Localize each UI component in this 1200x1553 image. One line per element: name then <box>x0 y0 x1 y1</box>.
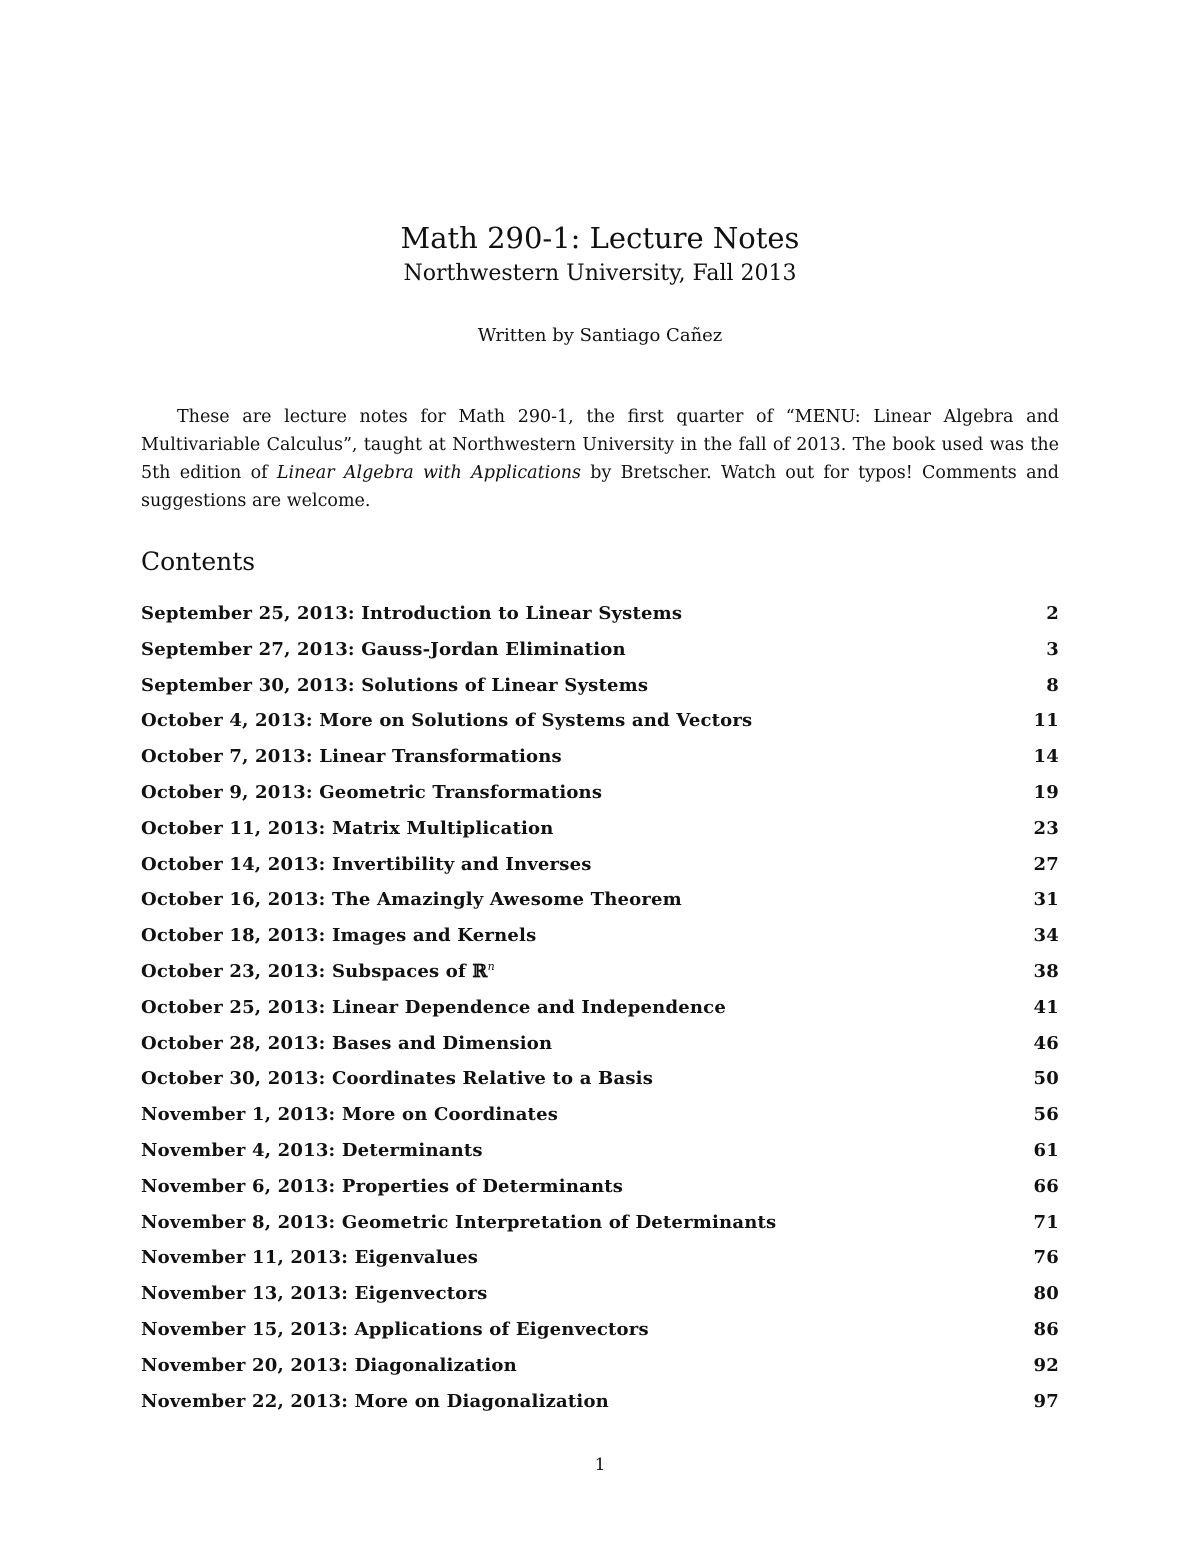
toc-entry-page: 46 <box>1033 1032 1059 1054</box>
toc-entry-title: October 28, 2013: Bases and Dimension <box>141 1032 553 1054</box>
document-title: Math 290-1: Lecture Notes <box>400 221 800 255</box>
toc-entry[interactable] <box>141 1169 1059 1205</box>
toc-entry-title: October 23, 2013: Subspaces of ℝ <box>141 960 488 982</box>
toc-entry[interactable] <box>141 775 1059 811</box>
document-subtitle: Northwestern University, Fall 2013 <box>403 261 797 286</box>
toc-entry-title: November 8, 2013: Geometric Interpretation of Determinants <box>141 1211 777 1233</box>
toc-entry[interactable] <box>141 632 1059 668</box>
toc-entry[interactable] <box>141 668 1059 704</box>
toc-entry-page: 14 <box>1033 746 1059 768</box>
toc-entry-page: 80 <box>1033 1283 1059 1305</box>
toc-entry-title: November 11, 2013: Eigenvalues <box>141 1247 479 1269</box>
abstract-text-part2: by Bretscher. Watch out for typos! Comments and suggestions are welcome. <box>141 463 1059 511</box>
toc-entry-title: November 4, 2013: Determinants <box>141 1139 483 1161</box>
toc-entry[interactable] <box>141 1205 1059 1241</box>
toc-entry[interactable] <box>141 847 1059 883</box>
contents-heading: Contents <box>141 547 256 576</box>
toc-entry-title: September 25, 2013: Introduction to Linear Systems <box>141 603 683 624</box>
toc-entry-title-superscript: n <box>487 959 495 973</box>
toc-entry-page: 38 <box>1033 960 1059 982</box>
toc-entry[interactable] <box>141 954 1059 990</box>
toc-entry-page: 41 <box>1033 996 1059 1018</box>
toc-entry-page: 92 <box>1033 1354 1059 1376</box>
toc-entry-title: October 9, 2013: Geometric Transformations <box>141 781 603 803</box>
toc-entry-title: November 15, 2013: Applications of Eigenvectors <box>141 1318 649 1340</box>
toc-entry[interactable] <box>141 990 1059 1026</box>
abstract-book-title: Linear Algebra with Applications <box>276 463 581 483</box>
abstract-text-part1: These are lecture notes for Math 290-1, the first quarter of “MENU: Linear Algebra and Multivariable Calculus”, taught at Northwestern University in the fall of 2013. The book used was the 5th edition of <box>141 407 1059 483</box>
toc-entry-page: 76 <box>1033 1247 1059 1269</box>
toc-entry[interactable] <box>141 1026 1059 1062</box>
toc-entry-title-wrapper <box>141 954 495 990</box>
toc-entry[interactable] <box>141 1061 1059 1097</box>
toc-entry-title: November 6, 2013: Properties of Determinants <box>141 1175 624 1197</box>
toc-entry-title: October 16, 2013: The Amazingly Awesome Theorem <box>141 889 682 911</box>
toc-entry[interactable] <box>141 918 1059 954</box>
toc-entry-title: November 20, 2013: Diagonalization <box>141 1354 517 1376</box>
toc-entry-page: 86 <box>1033 1318 1059 1340</box>
toc-entry-page: 56 <box>1033 1104 1059 1126</box>
toc-entry[interactable] <box>141 1240 1059 1276</box>
toc-entry[interactable] <box>141 882 1059 918</box>
toc-entry-page: 11 <box>1033 710 1059 732</box>
toc-entry-title: October 30, 2013: Coordinates Relative to a Basis <box>141 1068 654 1090</box>
toc-entry-title: September 30, 2013: Solutions of Linear Systems <box>141 674 649 696</box>
toc-entry[interactable] <box>141 1133 1059 1169</box>
abstract-paragraph <box>141 403 1059 515</box>
toc-entry-title: October 7, 2013: Linear Transformations <box>141 746 562 768</box>
toc-entry[interactable] <box>141 1312 1059 1348</box>
toc-entry-page: 34 <box>1033 925 1059 947</box>
toc-entry-page: 19 <box>1033 781 1059 803</box>
toc-entry-page: 27 <box>1033 853 1059 875</box>
toc-entry[interactable] <box>141 739 1059 775</box>
toc-entry[interactable] <box>141 1384 1059 1420</box>
toc-entry-page: 71 <box>1033 1211 1059 1233</box>
toc-entry-title: October 4, 2013: More on Solutions of Systems and Vectors <box>141 710 753 732</box>
toc-entry-page: 66 <box>1033 1175 1059 1197</box>
toc-entry-page: 3 <box>1046 638 1059 660</box>
toc-entry[interactable] <box>141 1097 1059 1133</box>
toc-entry-title: October 25, 2013: Linear Dependence and Independence <box>141 996 726 1018</box>
toc-entry-title: October 14, 2013: Invertibility and Inverses <box>141 853 592 875</box>
toc-entry-page: 61 <box>1033 1139 1059 1161</box>
toc-entry-title: November 22, 2013: More on Diagonalization <box>141 1390 609 1412</box>
toc-entry[interactable] <box>141 1348 1059 1384</box>
toc-entry-title: October 18, 2013: Images and Kernels <box>141 925 537 947</box>
toc-entry[interactable] <box>141 811 1059 847</box>
page-number: 1 <box>594 1455 606 1475</box>
toc-entry-title: November 13, 2013: Eigenvectors <box>141 1283 488 1305</box>
toc-entry-page: 97 <box>1033 1390 1059 1412</box>
toc-entry[interactable] <box>141 1276 1059 1312</box>
toc-entry[interactable] <box>141 596 1059 632</box>
document-author: Written by Santiago Cañez <box>477 325 723 346</box>
toc-entry-page: 31 <box>1033 889 1059 911</box>
table-of-contents <box>141 596 1059 1419</box>
toc-entry-page: 23 <box>1033 817 1059 839</box>
toc-entry-title: September 27, 2013: Gauss-Jordan Elimination <box>141 638 626 660</box>
toc-entry-page: 2 <box>1046 603 1059 624</box>
toc-entry-title: November 1, 2013: More on Coordinates <box>141 1104 559 1126</box>
toc-entry-page: 50 <box>1033 1068 1059 1090</box>
toc-entry-page: 8 <box>1046 674 1059 696</box>
toc-entry[interactable] <box>141 703 1059 739</box>
toc-entry-title: October 11, 2013: Matrix Multiplication <box>141 817 554 839</box>
